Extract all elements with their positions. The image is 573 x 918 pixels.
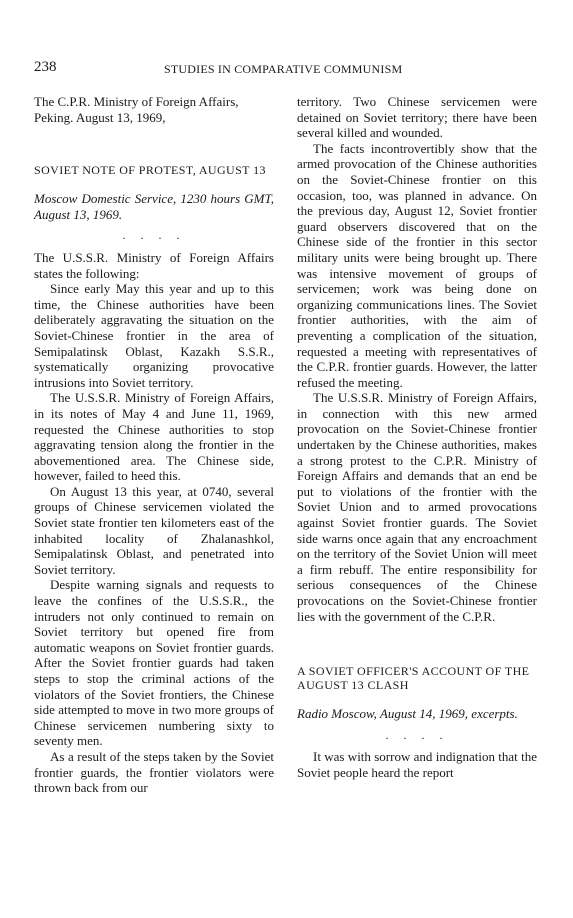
paragraph: The U.S.S.R. Ministry of Foreign Affairs, in its notes of May 4 and June 11, 1969, requested the Chinese authorities to stop aggravating tension along the frontier in the abovementioned area. The Chinese side, however, failed to heed this. [34,390,274,484]
left-column [34,94,274,796]
running-head: STUDIES IN COMPARATIVE COMMUNISM [164,62,403,76]
paragraph: Despite warning signals and requests to leave the confines of the U.S.S.R., the intruders not only continued to remain on Soviet territory but opened fire from automatic weapons on Soviet frontier guards. After the Soviet frontier guards had taken steps to stop the criminal actions of the violators of the Soviet frontiers, the Chinese side attempted to move in two more groups of Chinese servicemen numbering sixty to seventy men. [34,577,274,749]
paragraph: territory. Two Chinese servicemen were detained on Soviet territory; there have been several killed and wounded. [297,94,537,141]
paragraph: On August 13 this year, at 0740, several groups of Chinese servicemen violated the Soviet state frontier ten kilometers east of the inhabited locality of Zhalanashkol, Semipalatinsk Oblast, and penetrated into Soviet territory. [34,483,274,577]
section-heading-note-of-protest: SOVIET NOTE OF PROTEST, AUGUST 13 [34,163,266,178]
paragraph: Since early May this year and up to this time, the Chinese authorities have been deliberately aggravating the situation on the Soviet-Chinese frontier in the area of Semipalatinsk Oblast, Kazakh S.S.R., systematically organizing provocative intrusions into Soviet territory. [34,281,274,390]
paragraph: It was with sorrow and indignation that the Soviet people heard the report [297,749,537,780]
right-column [297,94,537,781]
ellipsis-separator: . . . . [122,228,186,243]
section-heading-officer-account: A SOVIET OFFICER'S ACCOUNT OF THE AUGUST 13 CLASH [297,664,530,693]
paragraph: The U.S.S.R. Ministry of Foreign Affairs states the following: [34,249,274,281]
signature-line: The C.P.R. Ministry of Foreign Affairs, Peking. August 13, 1969, [34,94,239,125]
page-number: 238 [34,59,57,75]
paragraph: As a result of the steps taken by the Soviet frontier guards, the frontier violators were thrown back from our [34,748,274,796]
source-citation: Radio Moscow, August 14, 1969, excerpts. [297,706,518,722]
source-citation: Moscow Domestic Service, 1230 hours GMT, August 13, 1969. [34,191,274,222]
page-header [34,60,539,84]
paragraph: The U.S.S.R. Ministry of Foreign Affairs, in connection with this new armed provocation on the Soviet-Chinese frontier undertaken by the Chinese authorities, makes a strong protest to the C.P.R. Ministry of Foreign Affairs and demands that an end be put to violations of the frontier with the Soviet Union and to armed provocations against Soviet frontier guards. The Soviet side warns once again that any encroachment on the territory of the Soviet Union will meet a firm rebuff. The entire responsibility for serious consequences of the Chinese provocations on the Soviet-Chinese frontier lies with the government of the C.P.R. [297,390,537,624]
paragraph: The facts incontrovertibly show that the armed provocation of the Chinese authorities on the Soviet-Chinese frontier on this occasion, too, was planned in advance. On the previous day, August 12, Soviet frontier guard observers discovered that on the Chinese side of the frontier in this sector military units were being brought up. There was intensive movement of groups of servicemen; work was being done on organizing communications lines. The Soviet frontier authorities, with the aim of preventing a complication of the situation, requested a meeting with representatives of the C.P.R. frontier guards. However, the latter refused the meeting. [297,140,537,390]
ellipsis-separator: . . . . [385,727,449,742]
